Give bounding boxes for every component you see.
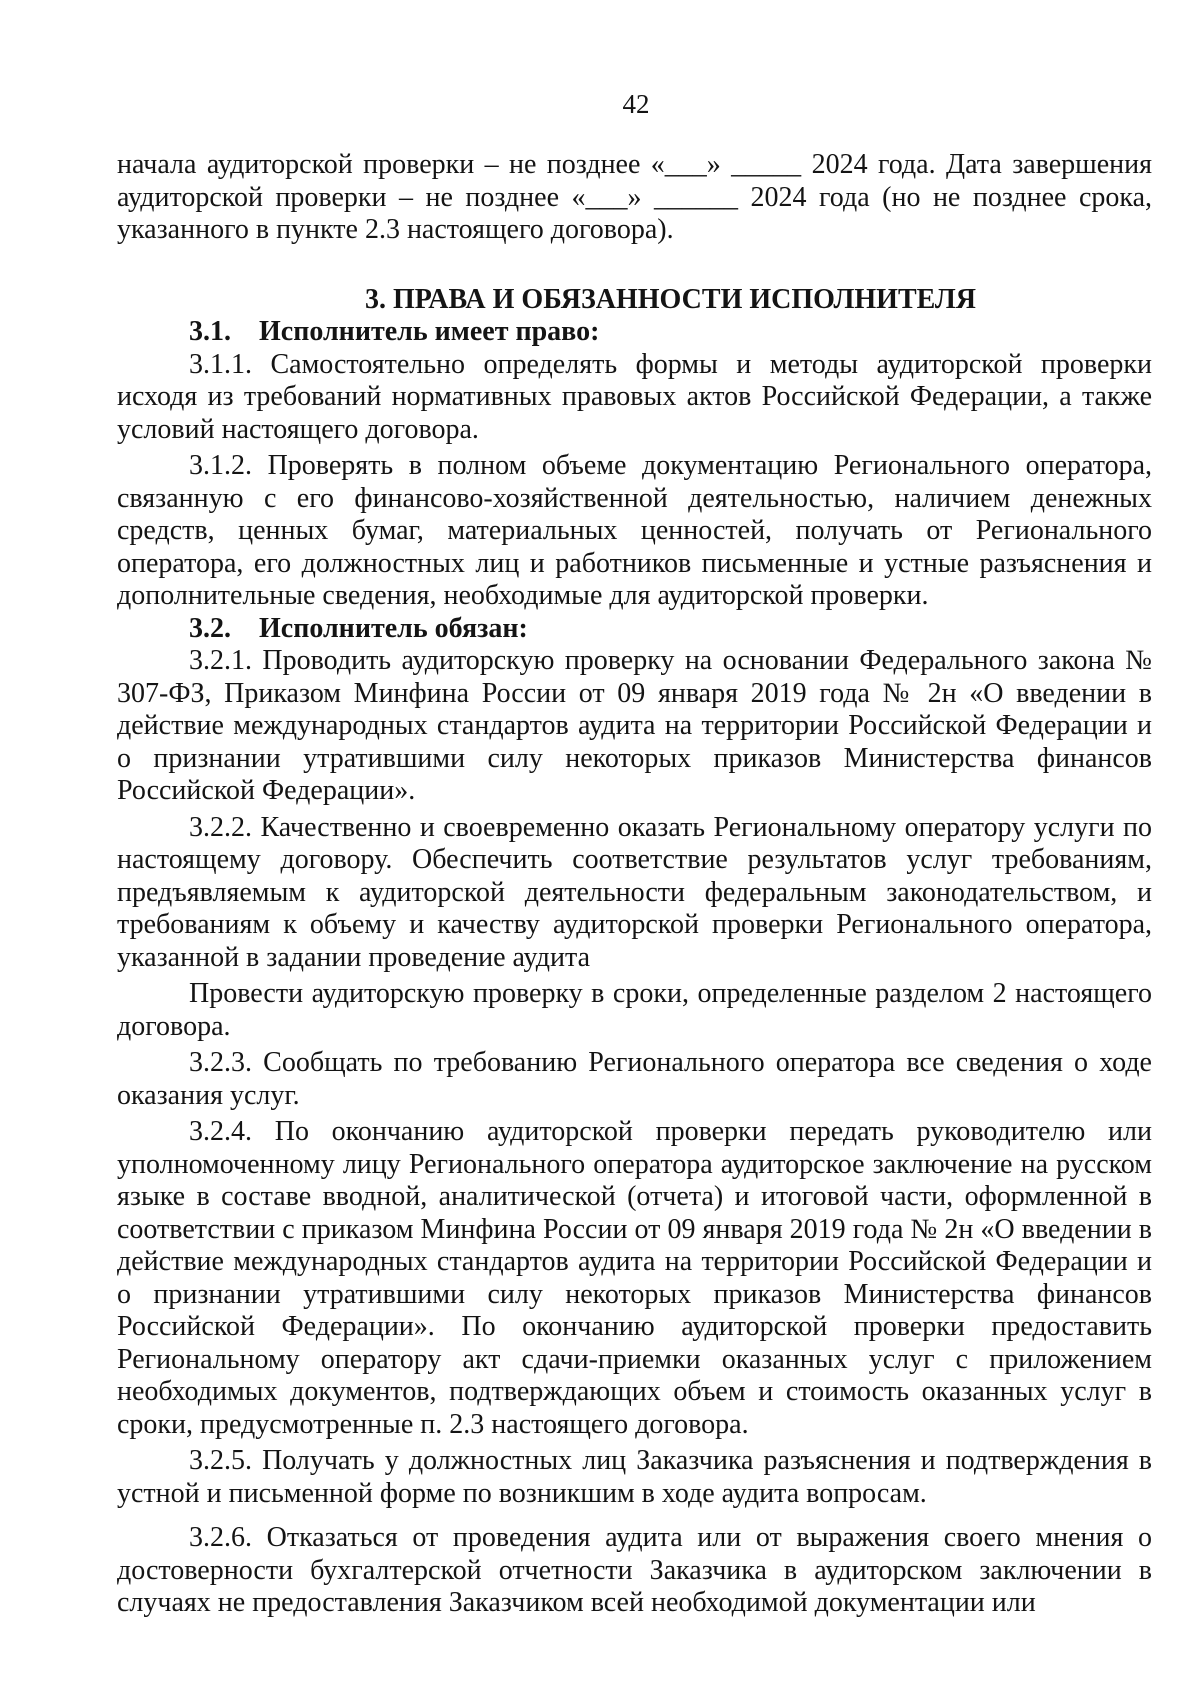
paragraph-3-1-1: 3.1.1. Самостоятельно определять формы и методы аудиторской проверки исходя из требований нормативных правовых актов Российской Федерации, а также условий настоящего договора. — [117, 348, 1152, 445]
paragraph-3-2-6: 3.2.6. Отказаться от проведения аудита или от выражения своего мнения о достоверности бухгалтерской отчетности Заказчика в аудиторском заключении в случаях не предоставления Заказчиком всей необходимой документации или — [117, 1522, 1152, 1618]
paragraph-3-1-2: 3.1.2. Проверять в полном объеме документацию Регионального оператора, связанную с его финансово-хозяйственной деятельностью, наличием денежных средств, ценных бумаг, материальных ценностей, получать от Регионального оператора, его должностных лиц и работников письменные и устные разъяснения и дополнительные сведения, необходимые для аудиторской проверки. — [117, 450, 1152, 611]
subsection-title: Исполнитель обязан: — [259, 612, 528, 644]
paragraph-3-2-2-continued: Провести аудиторскую проверку в сроки, определенные разделом 2 настоящего договора. — [117, 978, 1152, 1042]
paragraph-3-2-1: 3.2.1. Проводить аудиторскую проверку на основании Федерального закона № 307-ФЗ, Приказом Минфина России от 09 января 2019 года № 2н «О введении в действие международных стандартов аудита на территории Российской Федерации и о признании утратившими силу некоторых приказов Министерства финансов Российской Федерации». — [117, 645, 1152, 806]
document-body — [117, 149, 1152, 1620]
paragraph-3-2-3: 3.2.3. Сообщать по требованию Регионального оператора все сведения о ходе оказания услуг. — [117, 1047, 1152, 1111]
subsection-heading-3-2 — [117, 613, 1152, 646]
subsection-title: Исполнитель имеет право: — [259, 316, 600, 347]
intro-paragraph: начала аудиторской проверки – не позднее «___» _____ 2024 года. Дата завершения аудиторской проверки – не позднее «___» ______ 2024 года (но не позднее срока, указанного в пункте 2.3 настоящего договора). — [117, 149, 1152, 245]
subsection-number: 3.2. — [189, 612, 231, 644]
subsection-heading-3-1 — [117, 316, 1152, 349]
paragraph-3-2-5: 3.2.5. Получать у должностных лиц Заказчика разъяснения и подтверждения в устной и письменной форме по возникшим в ходе аудита вопросам. — [117, 1445, 1152, 1509]
section-title: 3. ПРАВА И ОБЯЗАННОСТИ ИСПОЛНИТЕЛЯ — [364, 283, 977, 315]
subsection-number: 3.1. — [189, 316, 231, 347]
paragraph-3-2-4: 3.2.4. По окончанию аудиторской проверки передать руководителю или уполномоченному лицу Регионального оператора аудиторское заключение на русском языке в составе вводной, аналитической (отчета) и итоговой части, оформленной в соответствии с приказом Минфина России от 09 января 2019 года № 2н «О введении в действие международных стандартов аудита на территории Российской Федерации и о признании утратившими силу некоторых приказов Министерства финансов Российской Федерации». По окончанию аудиторской проверки предоставить Региональному оператору акт сдачи-приемки оказанных услуг с приложением необходимых документов, подтверждающих объем и стоимость оказанных услуг в сроки, предусмотренные п. 2.3 настоящего договора. — [117, 1116, 1152, 1440]
page-number: 42 — [622, 89, 650, 119]
paragraph-3-2-2: 3.2.2. Качественно и своевременно оказать Региональному оператору услуги по настоящему договору. Обеспечить соответствие результатов услуг требованиям, предъявляемым к аудиторской деятельности федеральным законодательством, и требованиям к объему и качеству аудиторской проверки Регионального оператора, указанной в задании проведение аудита — [117, 811, 1152, 973]
